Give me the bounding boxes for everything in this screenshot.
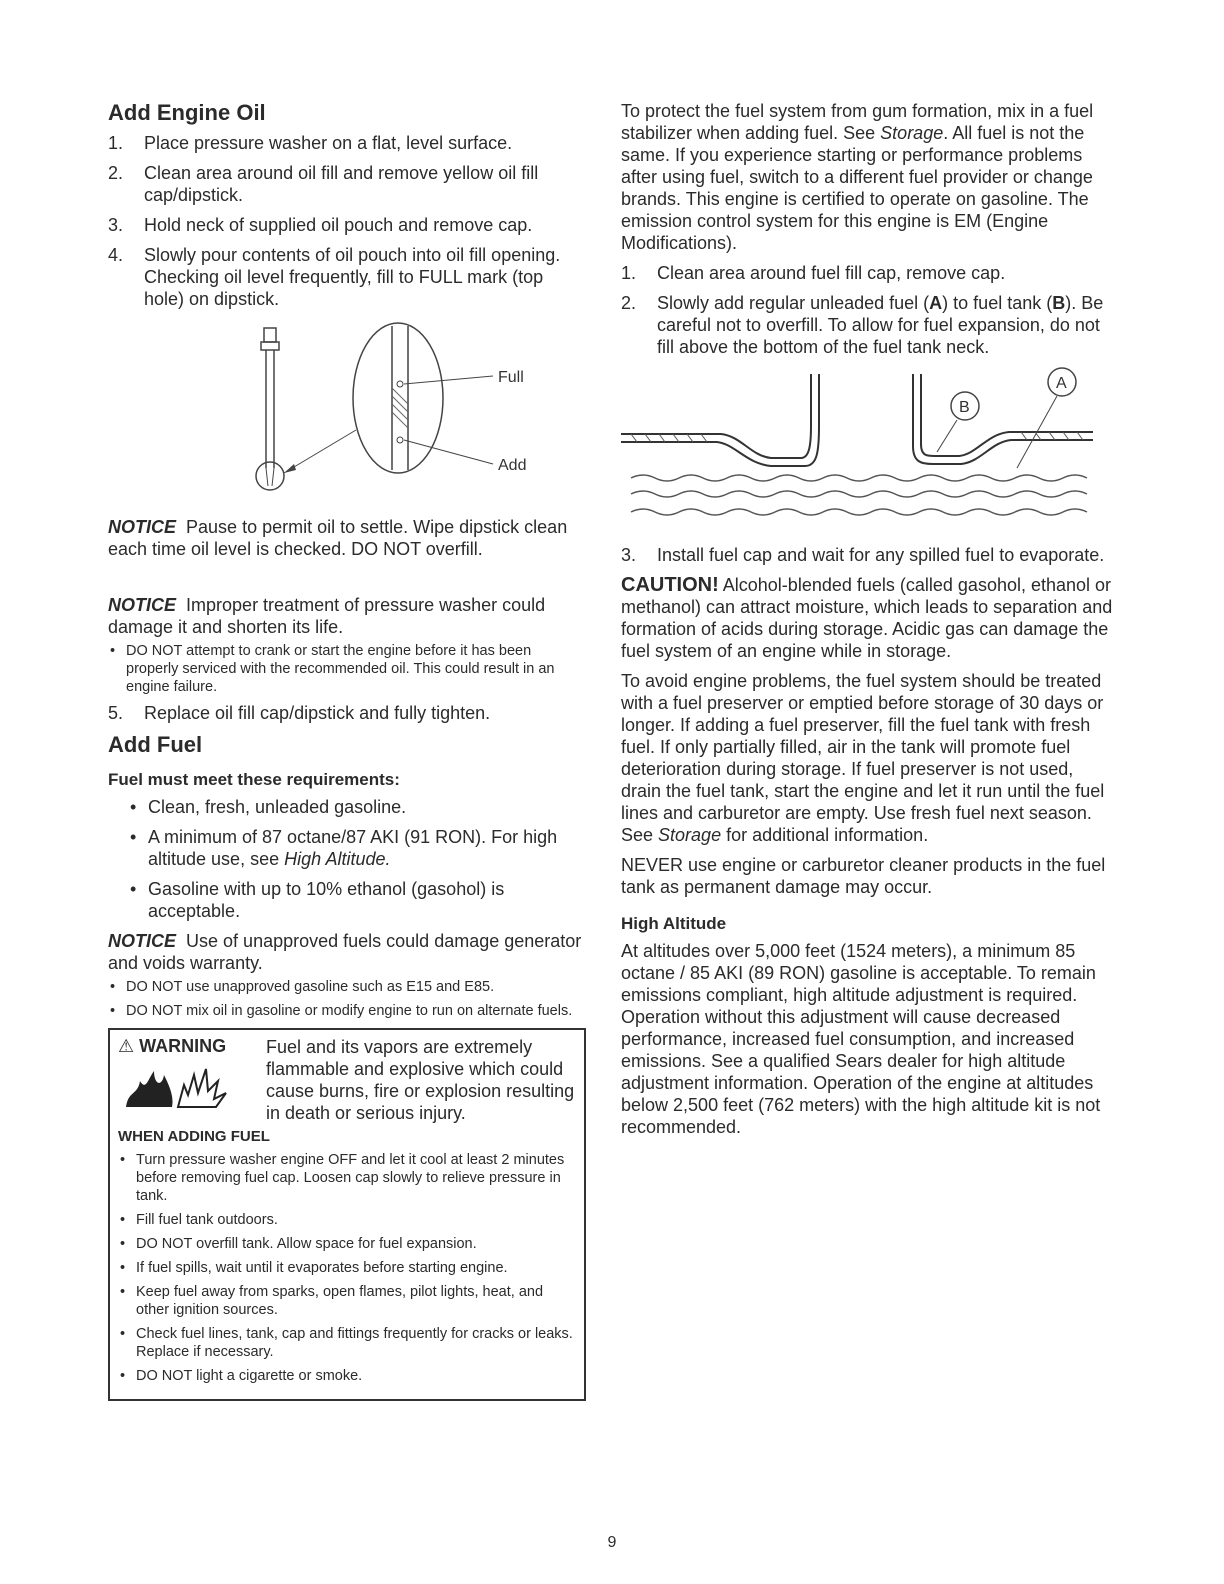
add-mark-label: Add: [498, 457, 527, 474]
caution-paragraph: CAUTION! Alcohol-blended fuels (called gasohol, ethanol or methanol) can attract moisture, which leads to separation and formation of acids during storage. Acidic gas can damage the fuel system of an engine while in storage.: [621, 574, 1113, 661]
warning-text: Fuel and its vapors are extremely flammable and explosive which could cause burns, fire or explosion resulting in death or serious injury.: [266, 1037, 575, 1123]
list-item: • Gasoline with up to 10% ethanol (gasohol) is acceptable.: [128, 878, 586, 922]
right-column: [621, 100, 1113, 1146]
list-item: • DO NOT mix oil in gasoline or modify engine to run on alternate fuels.: [108, 1002, 586, 1020]
left-column: [108, 100, 586, 1401]
list-item: • DO NOT use unapproved gasoline such as E15 and E85.: [108, 978, 586, 996]
warning-triangle-icon: ⚠: [118, 1036, 135, 1056]
warning-items: [118, 1151, 576, 1385]
high-altitude-heading: High Altitude: [621, 914, 727, 933]
when-adding-fuel-heading: WHEN ADDING FUEL: [118, 1128, 270, 1145]
high-altitude-paragraph: At altitudes over 5,000 feet (1524 meters), a minimum 85 octane / 85 AKI (89 RON) gasoline is acceptable. To remain emissions compliant, high altitude adjustment is required. Operation without this adjustment will cause decreased performance, increased fuel consumption, and increased emissions. See a qualified Sears dealer for high altitude adjustment information. Operation of the engine at altitudes below 2,500 feet (762 meters) with the high altitude kit is not recommended.: [621, 941, 1101, 1137]
notice2-bullets: [108, 642, 586, 696]
list-item: 1. Place pressure washer on a flat, level surface.: [108, 133, 513, 153]
list-item: 2. Slowly add regular unleaded fuel (A) to fuel tank (B). Be careful not to overfill. To allow for fuel expansion, do not fill above the bottom of the fuel tank neck.: [621, 293, 1104, 357]
notice3-bullets: [108, 978, 586, 1020]
notice-unapproved-fuels: NOTICE Use of unapproved fuels could damage generator and voids warranty.: [108, 931, 582, 973]
list-item: 3. Hold neck of supplied oil pouch and remove cap.: [108, 215, 533, 235]
dipstick-illustration: [108, 318, 586, 508]
warning-box: [108, 1028, 586, 1401]
page-number: 9: [607, 1534, 617, 1551]
list-item: • Check fuel lines, tank, cap and fittings frequently for cracks or leaks. Replace if necessary.: [118, 1325, 576, 1361]
fuel-step-3: [621, 544, 1113, 566]
never-paragraph: NEVER use engine or carburetor cleaner products in the fuel tank as permanent damage may occur.: [621, 855, 1106, 897]
fuel-tank-illustration: [621, 366, 1113, 536]
warning-label: WARNING: [139, 1036, 227, 1056]
list-item: 3. Install fuel cap and wait for any spilled fuel to evaporate.: [621, 545, 1105, 565]
list-item: • Clean, fresh, unleaded gasoline.: [128, 796, 586, 818]
list-item: • DO NOT attempt to crank or start the engine before it has been properly serviced with the recommended oil. This could result in an engine failure.: [108, 642, 586, 696]
fire-explosion-icon: [118, 1061, 248, 1111]
full-mark-label: Full: [498, 369, 524, 386]
oil-steps-list: [108, 132, 586, 310]
list-item: 2. Clean area around oil fill and remove yellow oil fill cap/dipstick.: [108, 163, 539, 205]
fuel-intro-paragraph: To protect the fuel system from gum formation, mix in a fuel stabilizer when adding fuel. See Storage. All fuel is not the same. If you experience starting or performance problems after using fuel, switch to a different fuel provider or change brands. This engine is certified to operate on gasoline. The emission control system for this engine is EM (Engine Modifications).: [621, 101, 1094, 253]
list-item: • Turn pressure washer engine OFF and let it cool at least 2 minutes before removing fuel cap. Loosen cap slowly to relieve pressure in tank.: [118, 1151, 576, 1205]
fuel-steps-list: [621, 262, 1113, 358]
tank-label-b: B: [959, 399, 970, 416]
notice-oil-settle: NOTICE Pause to permit oil to settle. Wipe dipstick clean each time oil level is checked. DO NOT overfill.: [108, 517, 568, 559]
list-item: • DO NOT light a cigarette or smoke.: [118, 1367, 576, 1385]
list-item: • Fill fuel tank outdoors.: [118, 1211, 576, 1229]
list-item: • If fuel spills, wait until it evaporates before starting engine.: [118, 1259, 576, 1277]
notice-improper-treatment: NOTICE Improper treatment of pressure washer could damage it and shorten its life.: [108, 595, 546, 637]
list-item: • Keep fuel away from sparks, open flames, pilot lights, heat, and other ignition sources.: [118, 1283, 576, 1319]
list-item: 5. Replace oil fill cap/dipstick and fully tighten.: [108, 703, 491, 723]
avoid-problems-paragraph: To avoid engine problems, the fuel system should be treated with a fuel preserver or emptied before storage of 30 days or longer. If adding a fuel preserver, fill the fuel tank with fresh fuel. If only partially filled, air in the tank will promote fuel deterioration during storage. If fuel preserver is not used, drain the fuel tank, start the engine and let it run until the fuel lines and carburetor are empty. Use fresh fuel next season. See Storage for additional information.: [621, 671, 1105, 845]
add-fuel-heading: Add Fuel: [108, 732, 203, 757]
list-item: • A minimum of 87 octane/87 AKI (91 RON). For high altitude use, see High Altitude.: [128, 826, 586, 870]
fuel-label-a: A: [1056, 375, 1067, 392]
list-item: • DO NOT overfill tank. Allow space for fuel expansion.: [118, 1235, 576, 1253]
list-item: 1. Clean area around fuel fill cap, remove cap.: [621, 263, 1006, 283]
oil-step-5: [108, 702, 586, 724]
add-engine-oil-heading: Add Engine Oil: [108, 100, 266, 125]
fuel-requirements-heading: Fuel must meet these requirements:: [108, 770, 400, 789]
fuel-requirements-list: [108, 796, 586, 922]
list-item: 4. Slowly pour contents of oil pouch into oil fill opening. Checking oil level frequently, fill to FULL mark (top hole) on dipstick.: [108, 245, 561, 309]
